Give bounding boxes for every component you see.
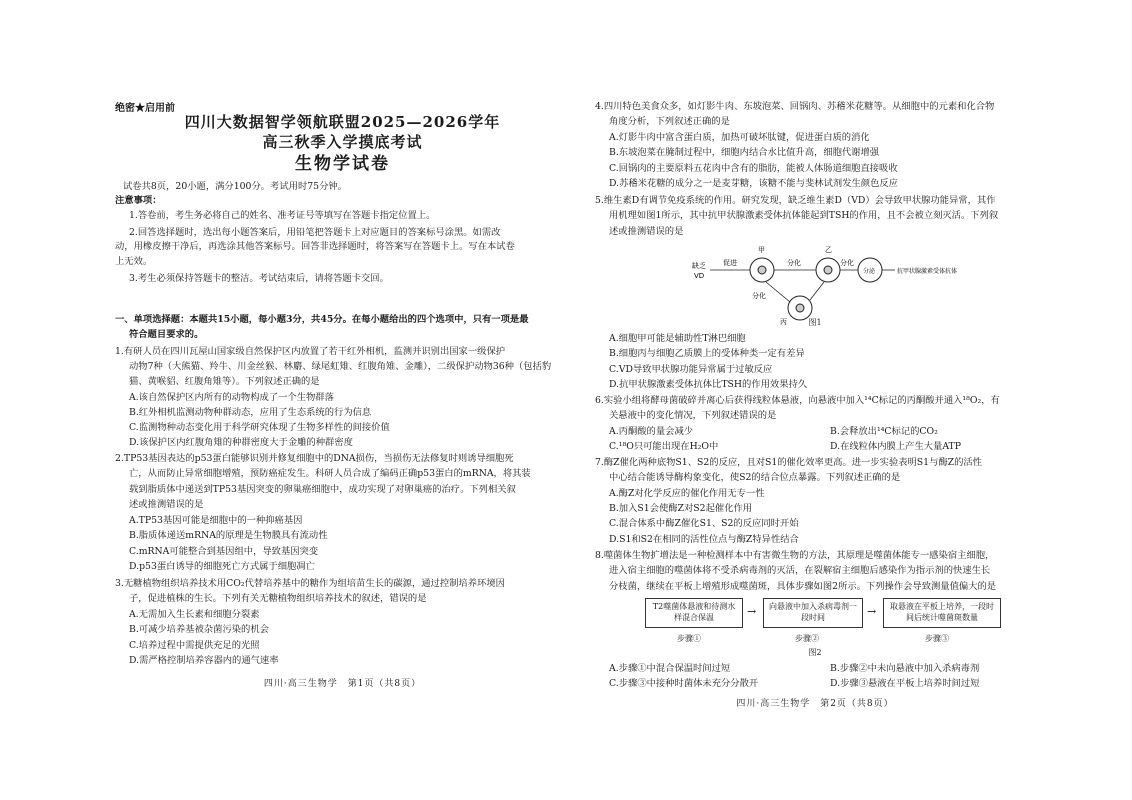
fig2-arrow: → <box>867 605 877 618</box>
notice-3: 3.考生必须保持答题卡的整洁。考试结束后，请将答题卡交回。 <box>129 273 389 284</box>
q3-stem: 3.无糖植物组织培养技术用CO₂代替培养基中的糖作为组培苗生长的碳源，通过控制培养环境因 <box>115 578 505 589</box>
page-2 <box>595 0 1035 800</box>
q4-option-b: B.东坡泡菜在腌制过程中，细胞内结合水比值升高，细胞代谢增强 <box>609 147 880 158</box>
page-1 <box>115 0 570 800</box>
fig1-nucleus <box>824 266 832 274</box>
q3-option-a: A.无需加入生长素和细胞分裂素 <box>129 609 260 620</box>
fig1-nucleus <box>796 304 804 312</box>
fig1-yi-label: 乙 <box>825 246 832 254</box>
q1-option-b: B.红外相机监测动物种群动态，应用了生态系统的行为信息 <box>129 407 372 418</box>
section-heading: 一、单项选择题：本题共15小题，每小题3分，共45分。在每小题给出的四个选项中，只有一项是最 <box>115 314 529 325</box>
exam-info: 试卷共8页，20小题，满分100分。考试用时75分钟。 <box>123 181 347 192</box>
notice-heading: 注意事项： <box>115 195 162 206</box>
fig1-promote-label: 促进 <box>723 259 737 267</box>
q6-stem: 关悬液中的变化情况，下列叙述错误的是 <box>609 410 777 421</box>
q2-option-a: A.TP53基因可能是细胞中的一种抑癌基因 <box>129 515 303 526</box>
page-footer: 四川·高三生物学 第1页（共8页） <box>263 679 422 689</box>
q3-option-b: B.可减少培养基被杂菌污染的机会 <box>129 624 269 635</box>
notice-2b: 动，用橡皮擦干净后，再选涂其他答案标号。回答非选择题时，将答案写在答题卡上。写在本试卷 <box>115 241 515 252</box>
page-footer: 四川·高三生物学 第2页（共8页） <box>736 699 894 709</box>
secret-label: 绝密★启用前 <box>115 103 175 114</box>
q1-option-d: D.该保护区内红腹角雉的种群密度大于金雕的种群密度 <box>129 437 353 448</box>
subject-title: 生物学试卷 <box>295 154 390 174</box>
q4-stem: 4.四川特色美食众多，如灯影牛肉、东坡泡菜、回锅肉、苏稽米花糖等。从细胞中的元素和化合物 <box>595 101 995 112</box>
fig2-step1-label: 步骤① <box>677 634 701 643</box>
q2-option-c: C.mRNA可能整合到基因组中，导致基因突变 <box>129 546 319 557</box>
figure-1-caption: 图1 <box>808 318 822 327</box>
fig1-lack-label: 缺乏 <box>692 262 706 270</box>
fig2-step3-box: 取悬液在平板上培养，一段时间后统计噬菌斑数量 <box>883 598 1001 628</box>
fig2-step3-label: 步骤③ <box>925 634 949 643</box>
q7-stem: 中心结合能诱导酶构象变化，使S2的结合位点暴露。下列叙述正确的是 <box>609 472 901 483</box>
q3-stem: 子，促进植株的生长。下列有关无糖植物组织培养技术的叙述，错误的是 <box>129 593 427 604</box>
q1-option-a: A.该自然保护区内所有的动物构成了一个生物群落 <box>129 392 334 403</box>
q2-stem: 2.TP53基因表达的p53蛋白能够识别并修复细胞中的DNA损伤，当损伤无法修复时则诱导细胞死 <box>115 453 514 464</box>
q2-stem: 亡，从而防止异常细胞增殖，预防癌症发生。科研人员合成了编码正确p53蛋白的mRNA，将其装 <box>129 468 531 479</box>
q2-option-b: B.脂质体递送mRNA的原理是生物膜具有流动性 <box>129 530 328 541</box>
fig1-diff1-label: 分化 <box>787 259 801 267</box>
q8-option-d: D.步骤③悬液在平板上培养时间过短 <box>830 678 980 689</box>
exam-subtitle: 高三秋季入学摸底考试 <box>262 133 423 151</box>
notice-1: 1.答卷前，考生务必将自己的姓名、准考证号等填写在答题卡指定位置上。 <box>129 210 436 221</box>
fig1-vd-label: VD <box>694 272 705 280</box>
q1-stem: 动物7种（大熊猫、羚牛、川金丝猴、林麝、绿尾虹雉、红腹角雉、金雕），二级保护动物36种（包括豹 <box>129 361 552 372</box>
fig1-diff2-label: 分化 <box>840 259 854 267</box>
fig1-nucleus <box>758 266 766 274</box>
q4-stem: 角度分析，下列叙述正确的是 <box>609 116 730 127</box>
figure-2-caption: 图2 <box>808 648 822 657</box>
q7-option-c: C.混合体系中酶Z催化S1、S2的反应同时开始 <box>609 518 799 529</box>
fig2-step2-box: 向悬液中加入杀病毒剂一段时间 <box>763 598 863 628</box>
q6-stem: 6.实验小组将酵母菌破碎并离心后获得线粒体悬液，向悬液中加入¹⁴C标记的丙酮酸并通入¹⁸O₂，有 <box>595 395 1000 406</box>
q3-option-c: C.培养过程中需提供充足的光照 <box>129 640 260 651</box>
q7-stem: 7.酶Z催化两种底物S1、S2的反应，且对S1的催化效率更高。进一步实验表明S1与酶Z的活性 <box>595 457 983 468</box>
q5-option-a: A.细胞甲可能是辅助性T淋巴细胞 <box>609 333 746 344</box>
fig2-step1-box: T2噬菌体悬液和待测水样混合保温 <box>645 598 743 628</box>
q1-option-c: C.监测物种动态变化用于科学研究体现了生物多样性的间接价值 <box>129 422 390 433</box>
q5-option-b: B.细胞丙与细胞乙质膜上的受体种类一定有差异 <box>609 348 805 359</box>
exam-title: 四川大数据智学领航联盟2025—2026学年 <box>184 113 501 131</box>
q5-option-d: D.抗甲状腺激素受体抗体比TSH的作用效果持久 <box>609 379 808 390</box>
q8-stem: 分枝菌，继续在平板上增殖形成噬菌斑，具体步骤如图2所示。下列操作会导致测量值偏大的是 <box>609 581 997 592</box>
q7-option-b: B.加入S1会使酶Z对S2起催化作用 <box>609 503 753 514</box>
q5-stem: 用机理如图1所示，其中抗甲状腺激素受体抗体能起到TSH的作用，且不会被立刻灭活。下列叙 <box>609 210 999 221</box>
q5-option-c: C.VD导致甲状腺功能异常属于过敏反应 <box>609 364 773 375</box>
q2-stem: 载到脂质体中递送到TP53基因突变的卵巢癌细胞中，成功实现了对卵巢癌的治疗。下列相关叙 <box>129 484 516 495</box>
q2-stem: 述或推测错误的是 <box>129 499 204 510</box>
q7-option-a: A.酶Z对化学反应的催化作用无专一性 <box>609 488 765 499</box>
q4-option-d: D.苏稽米花糖的成分之一是麦芽糖，该糖不能与斐林试剂发生颜色反应 <box>609 178 898 189</box>
q4-option-c: C.回锅肉的主要原料五花肉中含有的脂肪，能被人体肠道细胞直接吸收 <box>609 163 898 174</box>
q6-option-b: B.会释放出¹⁴C标记的CO₂ <box>830 426 938 437</box>
q8-option-c: C.步骤③中接种时菌体未充分分散开 <box>609 678 759 689</box>
q6-option-c: C.¹⁸O只可能出现在H₂O中 <box>609 441 719 452</box>
q1-stem: 1.有研人员在四川瓦屋山国家级自然保护区内放置了若干红外相机，监测并识别出国家一级保护 <box>115 346 506 357</box>
fig1-arrow <box>810 282 824 300</box>
fig2-arrow: → <box>747 605 757 618</box>
q2-option-d: D.p53蛋白诱导的细胞死亡方式属于细胞凋亡 <box>129 561 315 572</box>
q5-stem: 5.维生素D有调节免疫系统的作用。研究发现，缺乏维生素D（VD）会导致甲状腺功能异常，其作 <box>595 195 996 206</box>
q8-option-b: B.步骤②中未向悬液中加入杀病毒剂 <box>830 663 980 674</box>
q5-stem: 述或推测错误的是 <box>609 226 684 237</box>
fig1-bing-label: 丙 <box>780 318 787 326</box>
fig1-jia-label: 甲 <box>758 246 765 254</box>
q3-option-d: D.需严格控制培养容器内的通气速率 <box>129 655 279 666</box>
q1-stem: 猫、黄喉貂、红腹角雉等）。下列叙述正确的是 <box>129 376 320 387</box>
q6-option-a: A.丙酮酸的量会减少 <box>609 426 694 437</box>
fig1-result-label: 抗甲状腺激素受体抗体 <box>897 268 958 275</box>
q4-option-a: A.灯影牛肉中富含蛋白质，加热可破坏肽键，促进蛋白质的消化 <box>609 132 870 143</box>
section-heading-cont: 符合题目要求的。 <box>129 329 204 340</box>
fig1-arrow <box>766 282 790 302</box>
notice-2c: 上无效。 <box>115 256 153 267</box>
notice-2a: 2.回答选择题时，选出每小题答案后，用铅笔把答题卡上对应题目的答案标号涂黑。如需改 <box>129 227 501 238</box>
fig2-step2-label: 步骤② <box>795 634 819 643</box>
fig1-secrete-label: 分泌 <box>863 268 876 275</box>
q6-option-d: D.在线粒体内膜上产生大量ATP <box>830 441 962 452</box>
fig1-diff3-label: 分化 <box>752 292 766 300</box>
q8-stem: 进入宿主细胞的噬菌体将不受杀病毒剂的灭活，在裂解宿主细胞后感染作为指示剂的快速生长 <box>609 565 991 576</box>
q7-option-d: D.S1和S2在相同的活性位点与酶Z特异性结合 <box>609 534 799 545</box>
q8-stem: 8.噬菌体生物扩增法是一种检测样本中有害微生物的方法，其原理是噬菌体能专一感染宿主细胞， <box>595 550 995 561</box>
q8-option-a: A.步骤①中混合保温时间过短 <box>609 663 731 674</box>
